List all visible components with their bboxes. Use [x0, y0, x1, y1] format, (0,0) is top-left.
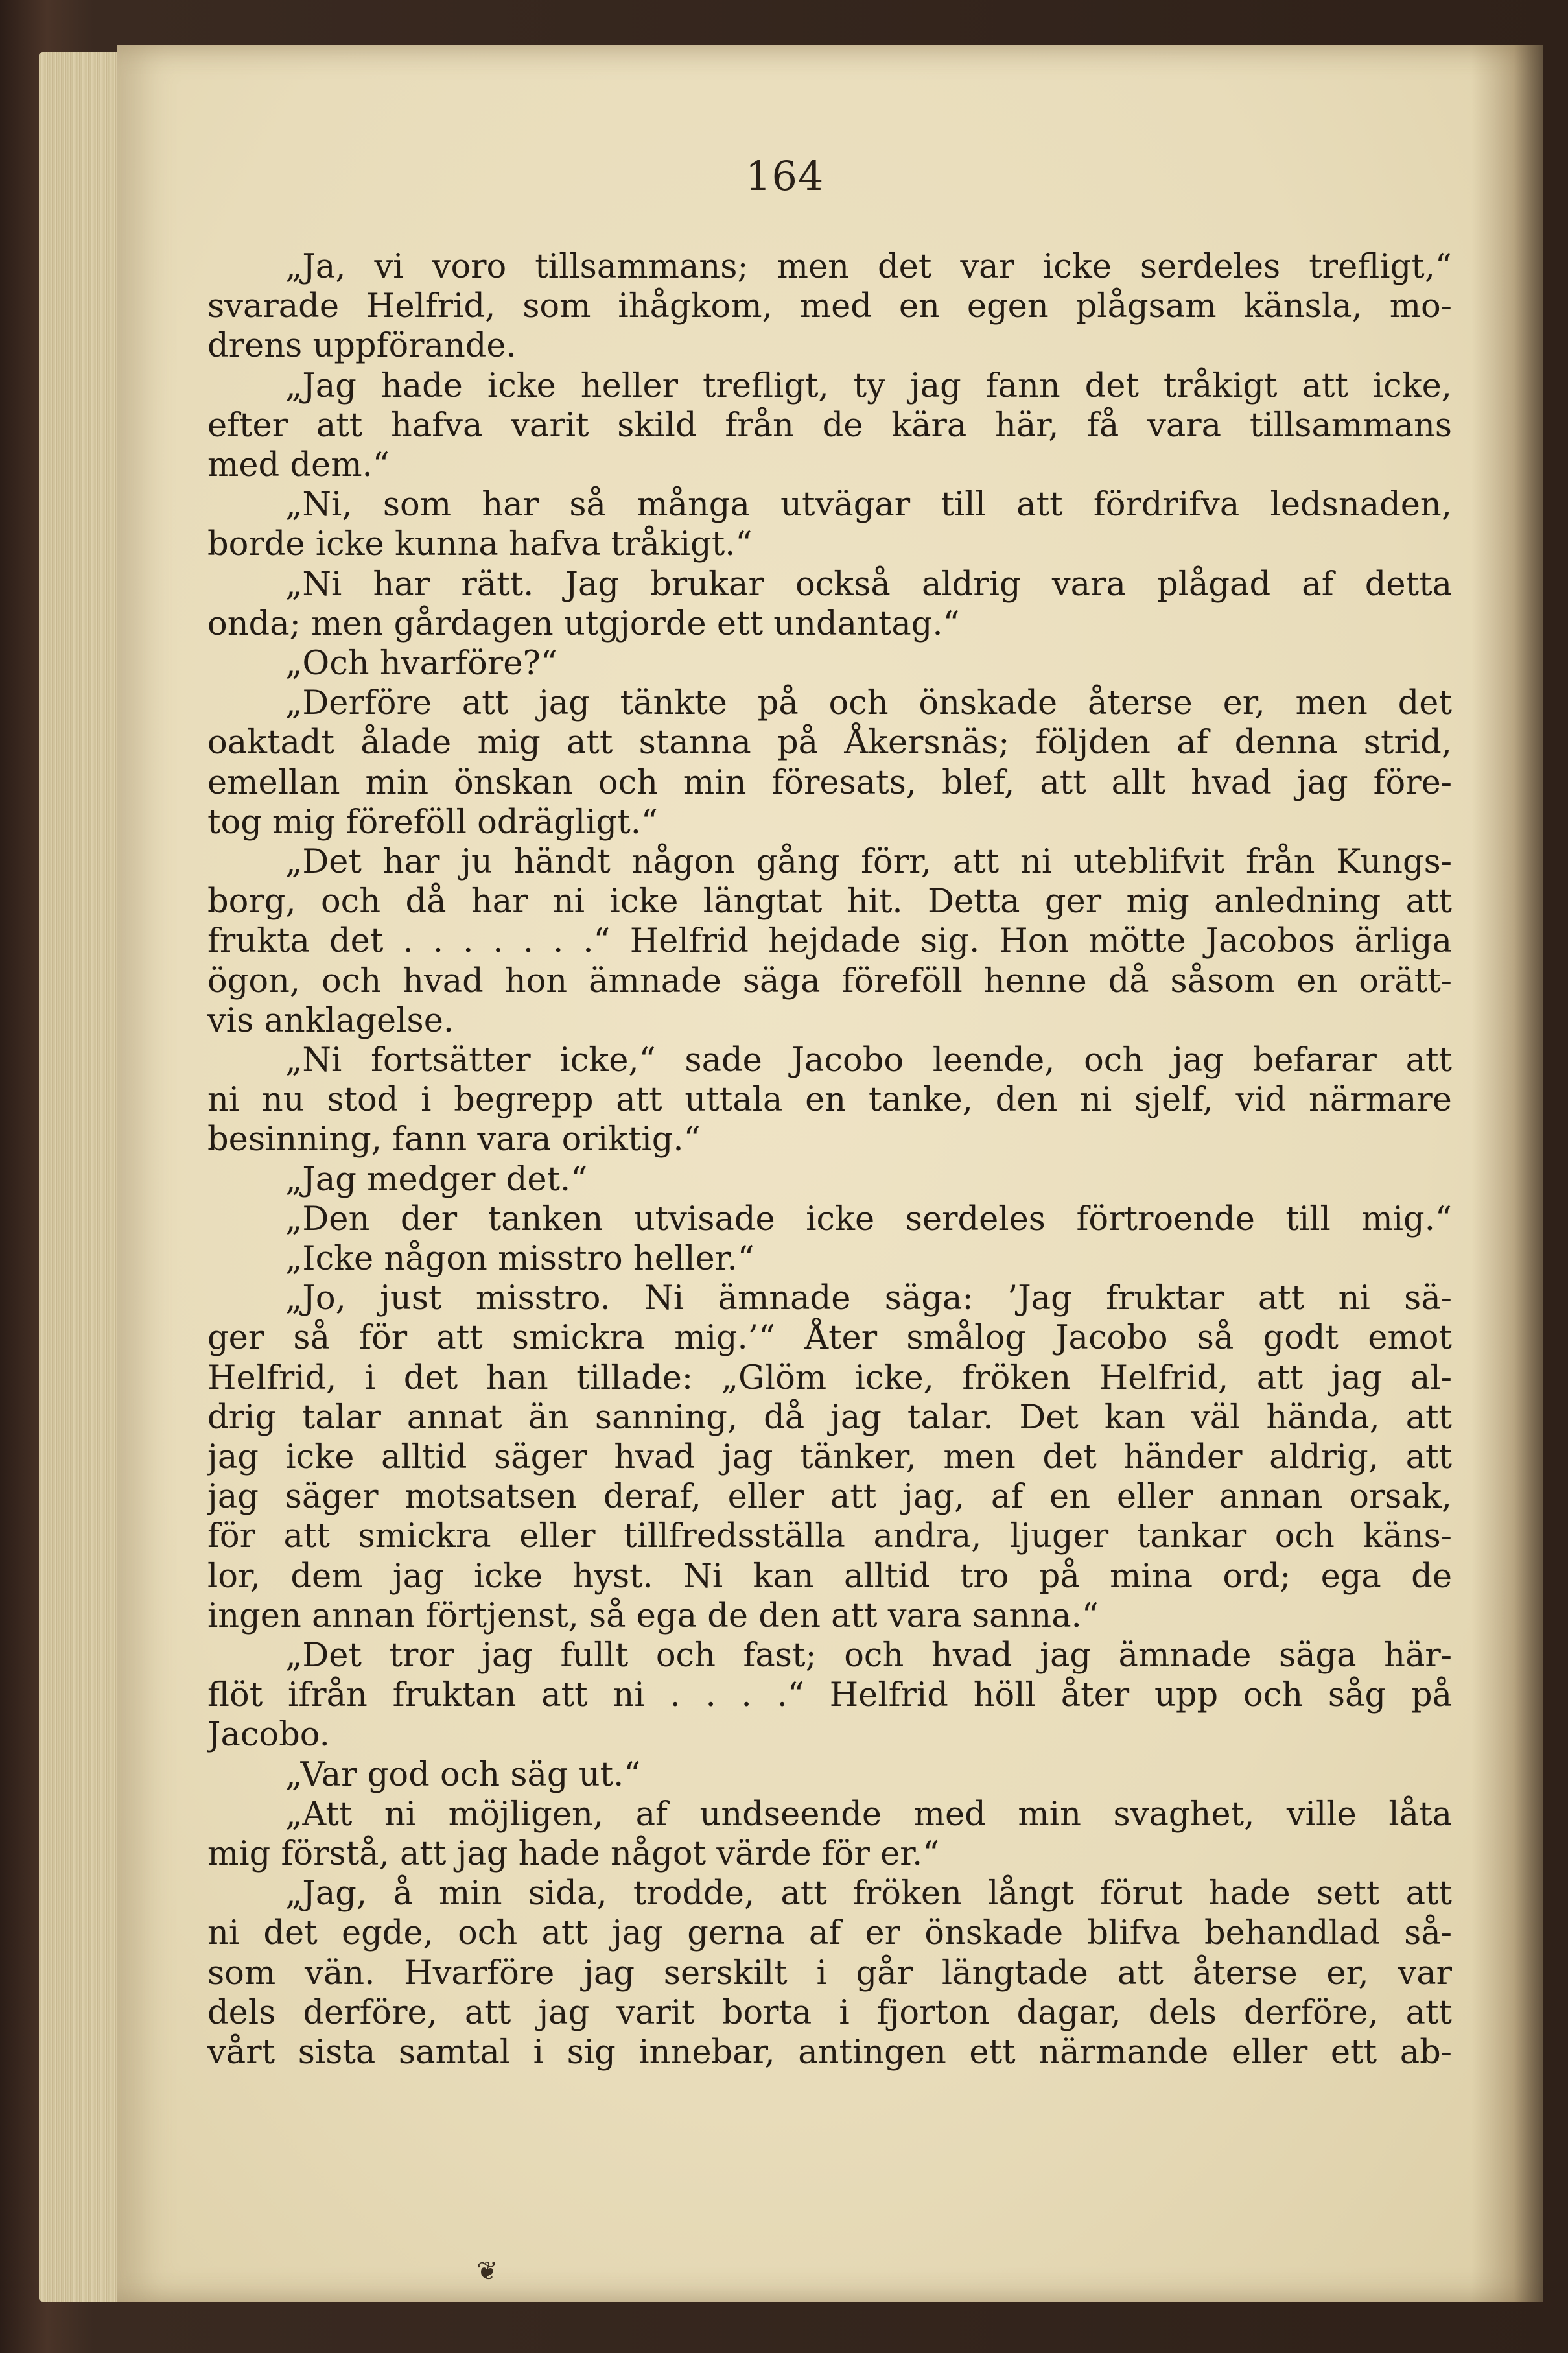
spine-shadow	[1471, 45, 1543, 2302]
text-line: „Och hvarföre?“	[285, 644, 557, 683]
text-line: frukta det . . . . . . .“ Helfrid hejdade sig. Hon mötte Jacobos ärliga	[207, 922, 1452, 961]
text-line: borde icke kunna hafva tråkigt.“	[207, 525, 753, 564]
text-line: efter att hafva varit skild från de kära här, få vara tillsammans	[207, 406, 1452, 445]
text-line: ni nu stod i begrepp att uttala en tanke, den ni sjelf, vid närmare	[207, 1081, 1452, 1120]
text-line: Jacobo.	[207, 1716, 330, 1755]
text-line: „Den der tanken utvisade icke serdeles förtroende till mig.“	[285, 1200, 1452, 1238]
text-line: „Var god och säg ut.“	[285, 1755, 641, 1794]
text-line: flöt ifrån fruktan att ni . . . .“ Helfrid höll åter upp och såg på	[207, 1676, 1452, 1715]
text-line: onda; men gårdagen utgjorde ett undantag.“	[207, 604, 960, 643]
text-line: „Det tror jag fullt och fast; och hvad jag ämnade säga här-	[285, 1637, 1452, 1675]
text-line: „Jag medger det.“	[285, 1160, 588, 1199]
text-line: „Icke någon misstro heller.“	[285, 1240, 755, 1278]
text-line: mig förstå, att jag hade något värde för er.“	[207, 1835, 940, 1873]
text-line: ger så för att smickra mig.’“ Åter smålog Jacobo så godt emot	[207, 1319, 1452, 1358]
text-line: „Ni, som har så många utvägar till att fördrifva ledsnaden,	[285, 486, 1452, 525]
text-line: drig talar annat än sanning, då jag talar. Det kan väl hända, att	[207, 1398, 1452, 1437]
text-line: „Ni fortsätter icke,“ sade Jacobo leende, och jag befarar att	[285, 1041, 1452, 1080]
text-line: „Derföre att jag tänkte på och önskade återse er, men det	[285, 684, 1452, 723]
text-line: ni det egde, och att jag gerna af er önskade blifva behandlad så-	[207, 1914, 1452, 1953]
ornament-mark: ❦	[476, 2256, 498, 2286]
text-line: ingen annan förtjenst, så ega de den att vara sanna.“	[207, 1596, 1099, 1635]
text-line: drens uppförande.	[207, 327, 517, 366]
text-line: borg, och då har ni icke längtat hit. Detta ger mig anledning att	[207, 882, 1452, 921]
text-line: „Jo, just misstro. Ni ämnade säga: ’Jag fruktar att ni sä-	[285, 1279, 1452, 1318]
text-line: Helfrid, i det han tillade: „Glöm icke, fröken Helfrid, att jag al-	[207, 1358, 1452, 1397]
text-line: oaktadt ålade mig att stanna på Åkersnäs; följden af denna strid,	[207, 724, 1452, 763]
text-line: vårt sista samtal i sig innebar, antingen ett närmande eller ett ab-	[207, 2033, 1452, 2072]
text-line: „Att ni möjligen, af undseende med min svaghet, ville låta	[285, 1795, 1452, 1834]
text-line: svarade Helfrid, som ihågkom, med en egen plågsam känsla, mo-	[207, 287, 1452, 326]
text-line: som vän. Hvarföre jag serskilt i går längtade att återse er, var	[207, 1954, 1452, 1992]
text-line: besinning, fann vara oriktig.“	[207, 1120, 701, 1159]
text-line: jag icke alltid säger hvad jag tänker, men det händer aldrig, att	[207, 1438, 1452, 1476]
text-line: tog mig föreföll odrägligt.“	[207, 803, 658, 842]
text-line: vis anklagelse.	[207, 1001, 454, 1040]
page-number: 164	[745, 152, 825, 200]
text-line: dels derföre, att jag varit borta i fjorton dagar, dels derföre, att	[207, 1993, 1452, 2032]
text-line: lor, dem jag icke hyst. Ni kan alltid tro på mina ord; ega de	[207, 1557, 1452, 1596]
text-line: „Ni har rätt. Jag brukar också aldrig vara plågad af detta	[285, 565, 1452, 604]
text-line: jag säger motsatsen deraf, eller att jag, af en eller annan orsak,	[207, 1478, 1452, 1517]
text-line: „Ja, vi voro tillsammans; men det var icke serdeles trefligt,“	[285, 248, 1452, 286]
body-text	[207, 246, 1452, 2179]
text-line: emellan min önskan och min föresats, blef, att allt hvad jag före-	[207, 763, 1452, 802]
text-line: „Det har ju händt någon gång förr, att ni uteblifvit från Kungs-	[285, 843, 1452, 881]
text-line: „Jag hade icke heller trefligt, ty jag fann det tråkigt att icke,	[285, 366, 1452, 405]
text-line: ögon, och hvad hon ämnade säga föreföll henne då såsom en orätt-	[207, 962, 1452, 1000]
text-line: „Jag, å min sida, trodde, att fröken långt förut hade sett att	[285, 1874, 1452, 1913]
text-line: med dem.“	[207, 446, 390, 484]
text-line: för att smickra eller tillfredsställa andra, ljuger tankar och käns-	[207, 1517, 1452, 1556]
